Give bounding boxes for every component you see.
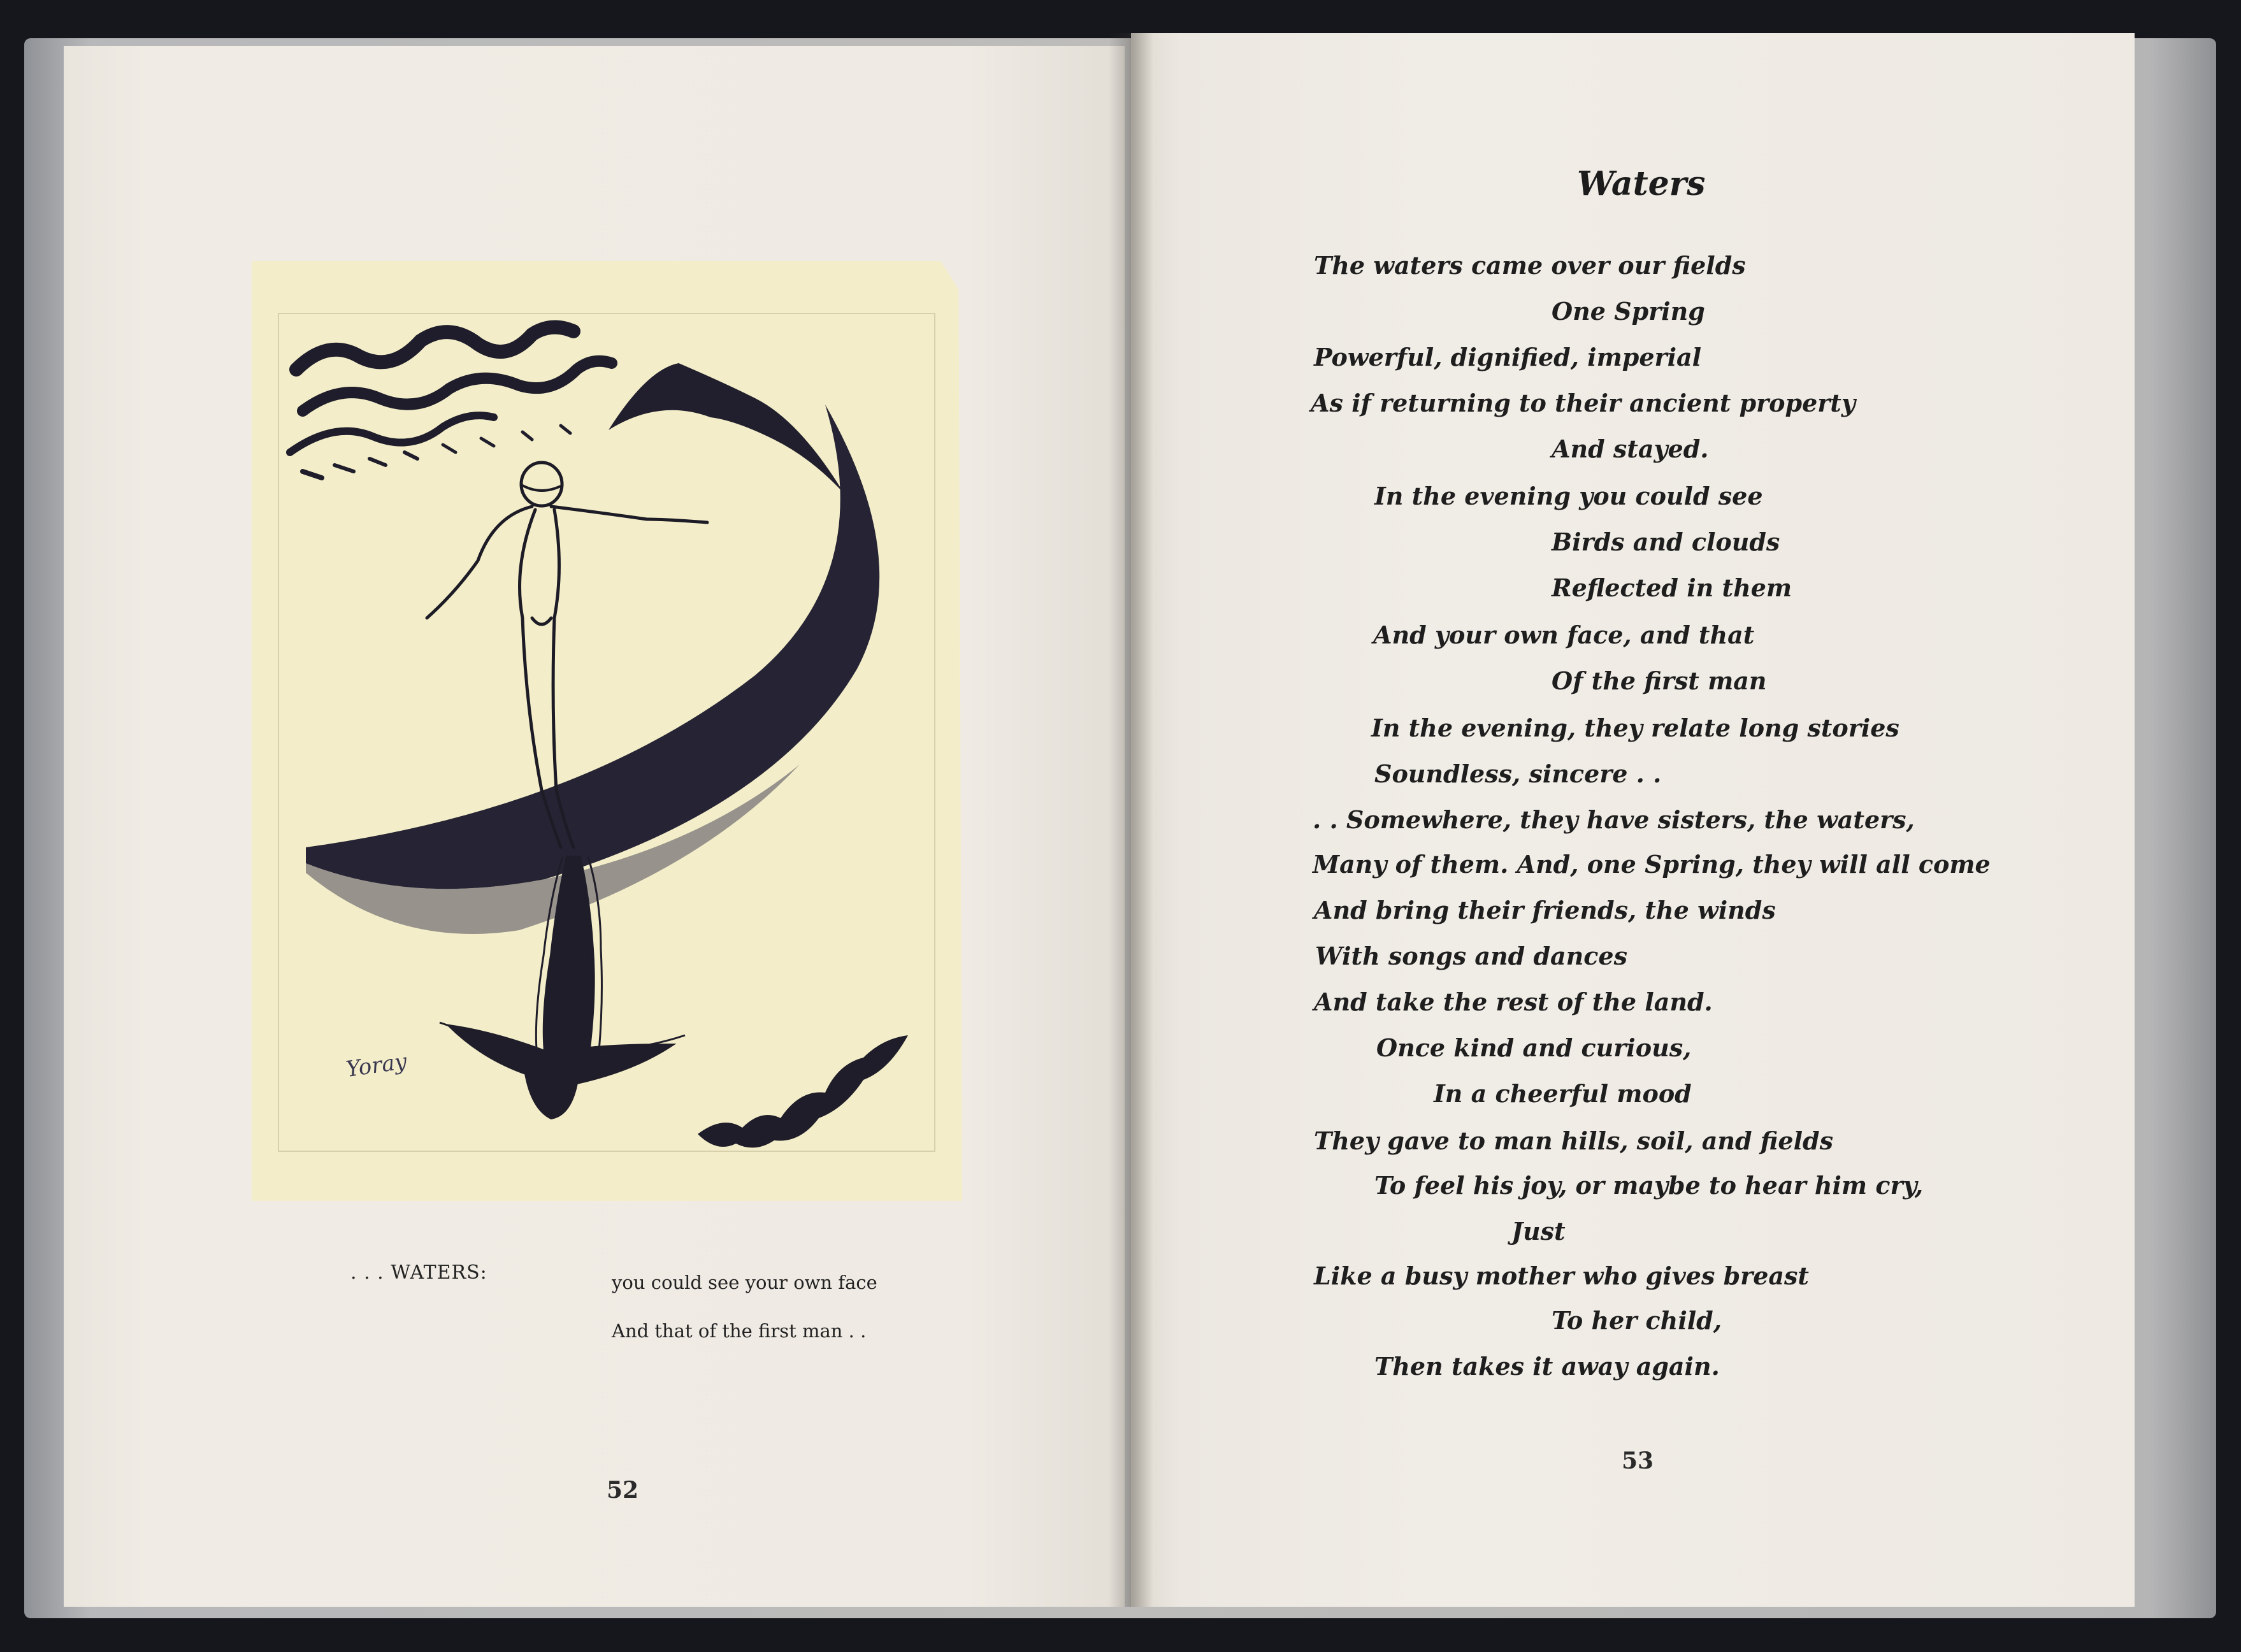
poem-line: . . Somewhere, they have sisters, the waters, — [1313, 805, 1915, 834]
poem-line: Birds and clouds — [1552, 528, 1780, 556]
small-wave-drawing — [698, 1035, 908, 1147]
poem-line: In a cheerful mood — [1434, 1079, 1692, 1108]
illustration-signature: Yoray — [344, 1048, 409, 1082]
waters-illustration — [252, 261, 962, 1201]
poem-line: And take the rest of the land. — [1314, 988, 1713, 1016]
shore-drawing — [306, 405, 879, 889]
poem-title: Waters — [1577, 164, 1706, 203]
poem-line: Once kind and curious, — [1376, 1033, 1692, 1062]
caption-line: you could see your own face — [612, 1272, 877, 1293]
book-spine — [1109, 33, 1153, 1607]
poem-line: Of the first man — [1552, 666, 1767, 695]
poem-line: They gave to man hills, soil, and fields — [1314, 1126, 1833, 1155]
poem-line: The waters came over our fields — [1314, 251, 1746, 280]
poem-line: Many of them. And, one Spring, they will all come — [1313, 850, 1991, 879]
poem-line: To her child, — [1552, 1306, 1722, 1335]
poem-line: To feel his joy, or maybe to hear him cry, — [1374, 1171, 1924, 1200]
page-number-left: 52 — [607, 1477, 639, 1504]
poem-line: Powerful, dignified, imperial — [1314, 343, 1702, 371]
poem-line: In the evening you could see — [1374, 482, 1763, 510]
waves-drawing — [290, 327, 612, 478]
poem-line: In the evening, they relate long stories — [1371, 714, 1899, 742]
bird-drawing — [609, 363, 844, 494]
poem-line: And your own face, and that — [1373, 621, 1755, 649]
poem-line: And stayed. — [1552, 435, 1709, 463]
poem-line: Reflected in them — [1552, 573, 1792, 602]
page-number-right: 53 — [1622, 1447, 1654, 1474]
poem-line: As if returning to their ancient property — [1311, 389, 1855, 417]
poem-line: One Spring — [1552, 297, 1705, 326]
poem-line: Like a busy mother who gives breast — [1314, 1261, 1809, 1290]
poem-line: Soundless, sincere . . — [1374, 759, 1662, 788]
poem-line: And bring their friends, the winds — [1314, 896, 1776, 924]
caption-label: . . . WATERS: — [350, 1261, 487, 1284]
poem-line: Just — [1511, 1217, 1566, 1246]
poem-line: Then takes it away again. — [1374, 1352, 1720, 1381]
poem-line: With songs and dances — [1315, 942, 1627, 970]
caption-line: And that of the first man . . — [612, 1320, 867, 1342]
